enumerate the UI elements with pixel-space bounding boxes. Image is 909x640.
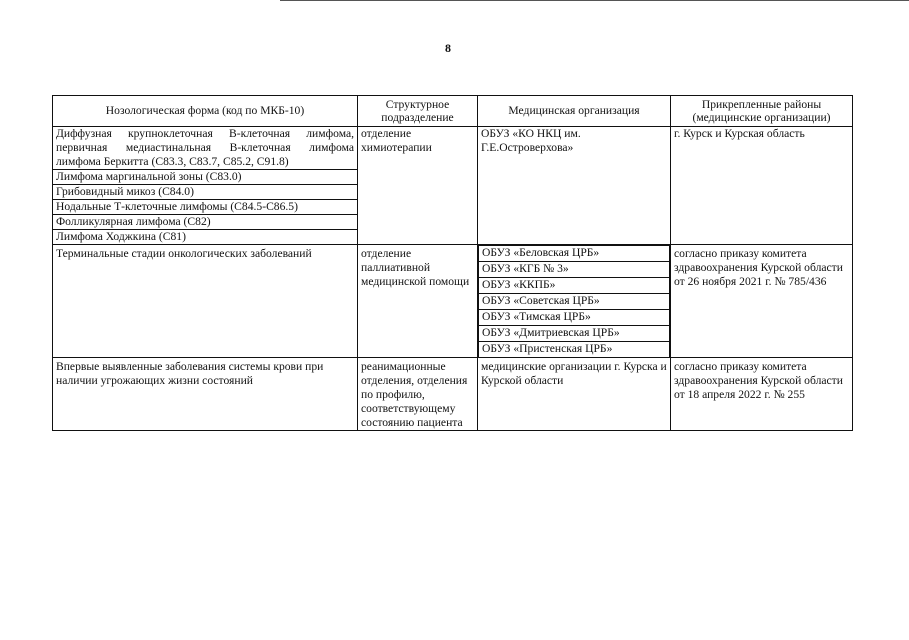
nosology-cell: Диффузная крупноклеточная В-клеточная лимфома, первичная медиастинальная В-клеточная лимфома лимфома Беркитта (C83.3, C83.7, C85.2, C91.8): [53, 127, 358, 170]
organization-cell: ОБУЗ «КО НКЦ им. Г.Е.Островерхова»: [478, 127, 671, 245]
list-item: ОБУЗ «ККПБ»: [479, 278, 670, 294]
table-row: [53, 245, 853, 358]
unit-cell: отделение химиотерапии: [358, 127, 478, 245]
nosology-cell: Терминальные стадии онкологических заболеваний: [53, 245, 358, 358]
list-item: ОБУЗ «Советская ЦРБ»: [479, 294, 670, 310]
nosology-cell: Лимфома Ходжкина (C81): [53, 230, 358, 245]
organization-cell: медицинские организации г. Курска и Курской области: [478, 358, 671, 431]
districts-cell: согласно приказу комитета здравоохранения Курской области от 26 ноября 2021 г. № 785/436: [671, 245, 853, 358]
page-number: 8: [445, 41, 451, 55]
referral-table: [52, 95, 853, 431]
header-row: [53, 96, 853, 127]
table-row: [53, 127, 853, 170]
list-item: ОБУЗ «Беловская ЦРБ»: [479, 246, 670, 262]
list-item: ОБУЗ «Пристенская ЦРБ»: [479, 342, 670, 358]
nosology-cell: Лимфома маргинальной зоны (C83.0): [53, 170, 358, 185]
header-organization: Медицинская организация: [478, 96, 671, 127]
list-item: ОБУЗ «КГБ № 3»: [479, 262, 670, 278]
organization-list: [478, 245, 670, 357]
nosology-cell: Нодальные Т-клеточные лимфомы (C84.5-C86.5): [53, 200, 358, 215]
list-item: ОБУЗ «Тимская ЦРБ»: [479, 310, 670, 326]
unit-cell: отделение паллиативной медицинской помощи: [358, 245, 478, 358]
top-border-line: [280, 0, 909, 1]
header-districts: Прикрепленные районы (медицинские организации): [671, 96, 853, 127]
header-nosology: Нозологическая форма (код по МКБ-10): [53, 96, 358, 127]
table-row: [53, 358, 853, 431]
nosology-cell: Впервые выявленные заболевания системы крови при наличии угрожающих жизни состояний: [53, 358, 358, 431]
header-unit: Структурное подразделение: [358, 96, 478, 127]
organization-list-cell: [478, 245, 671, 358]
districts-cell: г. Курск и Курская область: [671, 127, 853, 245]
unit-cell: реанимационные отделения, отделения по профилю, соответствующему состоянию пациента: [358, 358, 478, 431]
districts-cell: согласно приказу комитета здравоохранения Курской области от 18 апреля 2022 г. № 255: [671, 358, 853, 431]
nosology-cell: Грибовидный микоз (C84.0): [53, 185, 358, 200]
nosology-cell: Фолликулярная лимфома (C82): [53, 215, 358, 230]
list-item: ОБУЗ «Дмитриевская ЦРБ»: [479, 326, 670, 342]
